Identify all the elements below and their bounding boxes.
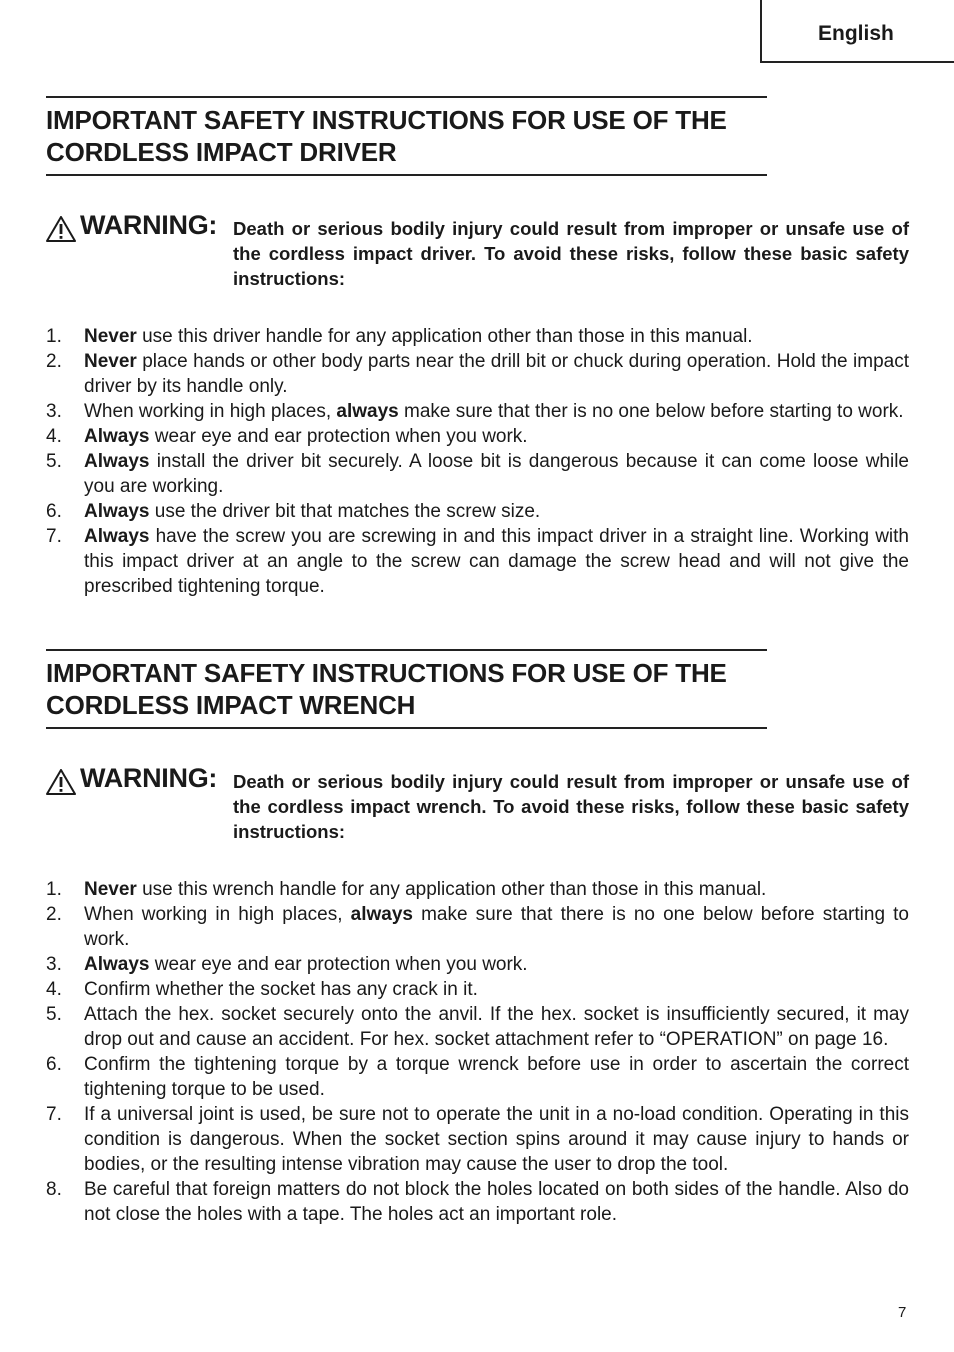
- section-title: IMPORTANT SAFETY INSTRUCTIONS FOR USE OF THE CORDLESS IMPACT DRIVER: [46, 105, 727, 167]
- warning-label: WARNING:: [80, 763, 218, 793]
- list-item: [46, 1002, 909, 1052]
- list-item-number: 3.: [46, 954, 62, 975]
- list-item-text: wear eye and ear protection when you work.: [149, 954, 528, 975]
- section-heading: [46, 96, 767, 176]
- section-heading: [46, 649, 767, 729]
- list-item-text: Attach the hex. socket securely onto the anvil. If the hex. socket is insufficiently secured, it may drop out and cause an accident. For hex. socket attachment refer to “OPERATION” on page 16.: [84, 1004, 909, 1050]
- list-item: [46, 877, 909, 902]
- list-item-text: install the driver bit securely. A loose bit is dangerous because it can come loose while you are working.: [84, 451, 909, 497]
- list-item-text: wear eye and ear protection when you work.: [149, 426, 528, 447]
- list-item-emphasis: Always: [84, 954, 150, 975]
- page-number: 7: [898, 1304, 907, 1321]
- warning-block: [46, 763, 909, 853]
- language-label: English: [818, 22, 894, 45]
- list-item-text: have the screw you are screwing in and this impact driver in a straight line. Working with this impact driver at an angle to the screw can damage the screw head and will not give the prescribed tightening torque.: [84, 526, 909, 597]
- list-item-emphasis: Never: [84, 351, 137, 372]
- list-item-emphasis: Always: [84, 451, 150, 472]
- list-item: [46, 499, 909, 524]
- list-item-number: 6.: [46, 501, 62, 522]
- list-item: [46, 524, 909, 599]
- list-item: [46, 424, 909, 449]
- list-item-number: 7.: [46, 1104, 62, 1125]
- list-item: [46, 977, 909, 1002]
- list-item-text: Confirm the tightening torque by a torque wrenck before use in order to ascertain the correct tightening torque to be used.: [84, 1054, 909, 1100]
- list-item: [46, 449, 909, 499]
- list-item-text: make sure that there is no one below before starting to work.: [84, 904, 909, 950]
- list-item: [46, 1052, 909, 1102]
- list-item: [46, 1102, 909, 1177]
- list-item: [46, 1177, 909, 1227]
- list-item-emphasis: Always: [84, 426, 150, 447]
- list-item-number: 5.: [46, 451, 62, 472]
- list-item-text: use this driver handle for any application other than those in this manual.: [136, 326, 753, 347]
- list-item-number: 2.: [46, 904, 62, 925]
- list-item-emphasis: Always: [84, 501, 150, 522]
- list-item: [46, 902, 909, 952]
- list-item: [46, 349, 909, 399]
- list-item-emphasis: always: [350, 904, 413, 925]
- section-impact-wrench: [46, 649, 909, 1227]
- instruction-list: [46, 877, 909, 1227]
- list-item-number: 5.: [46, 1004, 62, 1025]
- warning-text: Death or serious bodily injury could result from improper or unsafe use of the cordless impact wrench. To avoid these risks, follow these basic safety instructions:: [233, 771, 909, 842]
- list-item-number: 2.: [46, 351, 62, 372]
- list-item-emphasis: always: [336, 401, 399, 422]
- section-impact-driver: [46, 96, 909, 599]
- list-item: [46, 952, 909, 977]
- list-item-number: 4.: [46, 426, 62, 447]
- list-item-text: Be careful that foreign matters do not block the holes located on both sides of the handle. Also do not close the holes with a tape. The holes act an important role.: [84, 1179, 909, 1225]
- list-item-number: 7.: [46, 526, 62, 547]
- list-item-text: use this wrench handle for any application other than those in this manual.: [136, 879, 767, 900]
- list-item-text: When working in high places,: [84, 904, 351, 925]
- list-item-text: Confirm whether the socket has any crack in it.: [84, 979, 478, 1000]
- list-item-text: use the driver bit that matches the screw size.: [149, 501, 541, 522]
- list-item-text: If a universal joint is used, be sure not to operate the unit in a no-load condition. Operating in this condition is dangerous. When the socket section spins around it may cause injury to hands or bodies, or the resulting intense vibration may cause the user to drop the tool.: [84, 1104, 909, 1175]
- list-item-text: make sure that ther is no one below before starting to work.: [398, 401, 904, 422]
- instruction-list: [46, 324, 909, 599]
- list-item-number: 8.: [46, 1179, 62, 1200]
- list-item-emphasis: Never: [84, 326, 137, 347]
- list-item-number: 1.: [46, 326, 62, 347]
- language-tab: [760, 0, 954, 63]
- warning-label: WARNING:: [80, 210, 218, 240]
- warning-triangle-icon: [46, 769, 76, 795]
- list-item-emphasis: Always: [84, 526, 150, 547]
- list-item-emphasis: Never: [84, 879, 137, 900]
- list-item: [46, 399, 909, 424]
- warning-block: [46, 210, 909, 300]
- warning-triangle-icon: [46, 216, 76, 242]
- warning-text: Death or serious bodily injury could result from improper or unsafe use of the cordless impact driver. To avoid these risks, follow these basic safety instructions:: [233, 218, 909, 289]
- section-title: IMPORTANT SAFETY INSTRUCTIONS FOR USE OF THE CORDLESS IMPACT WRENCH: [46, 658, 727, 720]
- list-item-text: place hands or other body parts near the drill bit or chuck during operation. Hold the impact driver by its handle only.: [84, 351, 909, 397]
- list-item-number: 6.: [46, 1054, 62, 1075]
- list-item: [46, 324, 909, 349]
- list-item-number: 1.: [46, 879, 62, 900]
- list-item-number: 4.: [46, 979, 62, 1000]
- list-item-text: When working in high places,: [84, 401, 337, 422]
- list-item-number: 3.: [46, 401, 62, 422]
